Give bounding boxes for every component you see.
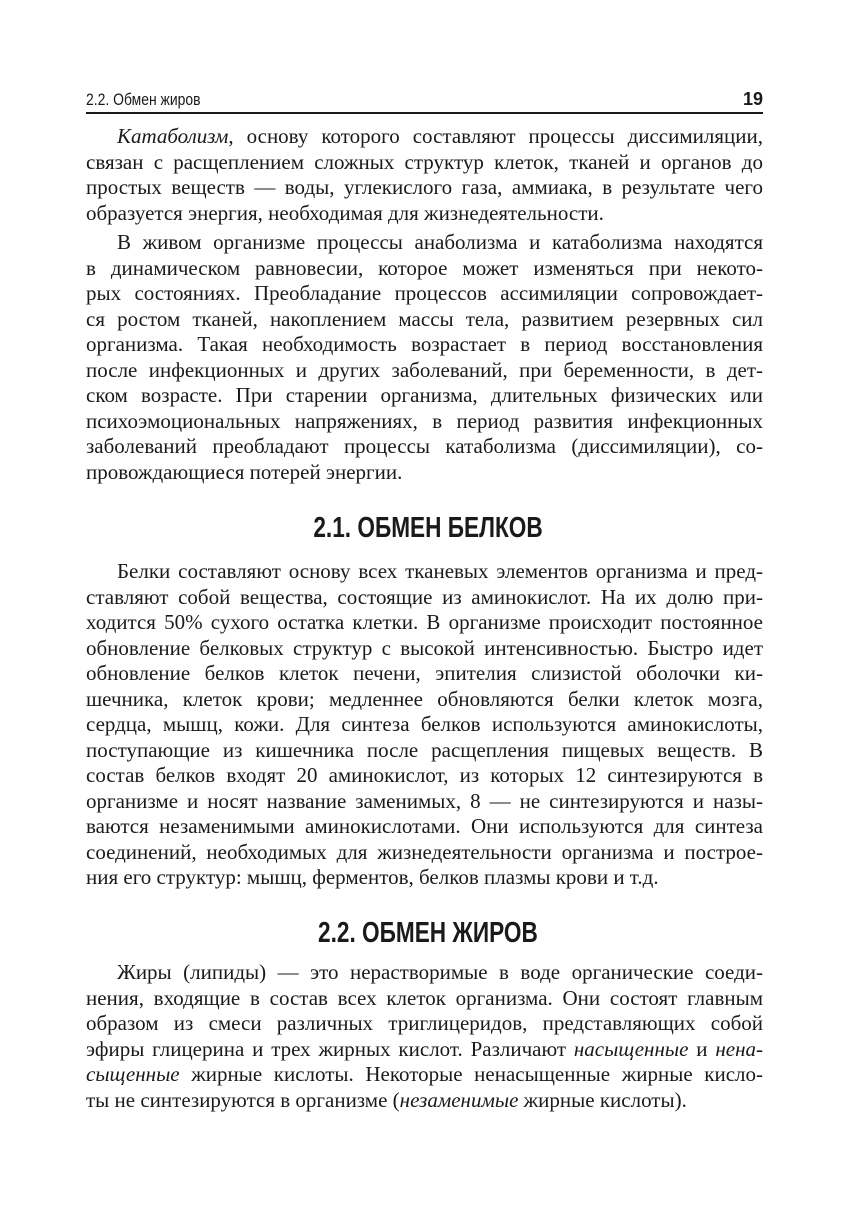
text-run: жирные кислоты. Некоторые ненасыщенные жирные кисло- <box>179 1062 763 1086</box>
text-run: рых состояниях. Преобладание процессов ассимиляции сопровождает- <box>86 281 763 305</box>
text-line <box>86 738 763 764</box>
text-run: ся ростом тканей, накоплением массы тела, развитием резервных сил <box>86 306 763 331</box>
text-run: и <box>688 1036 716 1061</box>
text-line <box>86 281 763 307</box>
text-line <box>86 814 763 840</box>
running-header-title: 2.2. Обмен жиров <box>86 90 201 109</box>
italic-term: насыщенные <box>573 1036 689 1061</box>
text-line <box>86 712 763 738</box>
text-line <box>86 230 763 256</box>
text-line <box>86 1062 763 1088</box>
text-run: ходится 50% сухого остатка клетки. В организме происходит постоянное <box>86 610 763 634</box>
text-line <box>86 840 763 866</box>
text-run: психоэмоциональных напряжениях, в период развития инфекционных <box>86 408 763 433</box>
text-run: ты не синтезируются в организме ( <box>86 1087 400 1112</box>
paragraph-catabolism <box>86 124 763 226</box>
text-line <box>86 175 763 201</box>
text-line <box>86 201 763 227</box>
text-run: , основу которого составляют процессы диссимиляции, <box>228 124 763 148</box>
text-line <box>86 124 763 150</box>
text-line <box>86 434 763 460</box>
text-run: обновление белковых структур с высокой интенсивностью. Быстро идет <box>86 635 763 660</box>
text-run: простых веществ — воды, углекислого газа, аммиака, в результате чего <box>86 175 763 199</box>
text-run: обновление белков клеток печени, эпителия слизистой оболочки ки- <box>86 661 763 685</box>
text-line <box>86 383 763 409</box>
text-run: после инфекционных и других заболеваний, при беременности, в дет- <box>86 357 763 382</box>
text-line <box>86 1011 763 1037</box>
text-line <box>86 865 763 891</box>
text-run: ния его структур: мышц, ферментов, белков плазмы крови и т.д. <box>86 865 659 889</box>
text-line <box>86 789 763 815</box>
text-run: эфиры глицерина и трех жирных кислот. Различают <box>86 1036 574 1061</box>
section-heading-proteins <box>0 512 856 545</box>
text-run: ставляют собой вещества, состоящие из аминокислот. На их долю при- <box>86 584 763 609</box>
text-line <box>86 763 763 789</box>
text-run: жирные кислоты). <box>518 1087 687 1112</box>
text-line <box>86 409 763 435</box>
text-line <box>86 585 763 611</box>
text-line <box>86 636 763 662</box>
text-line <box>86 986 763 1012</box>
text-run: Жиры (липиды) — это нерастворимые в воде органические соеди- <box>117 960 763 984</box>
text-line <box>86 1088 763 1114</box>
text-run: организме и носят название заменимых, 8 — не синтезируются и назы- <box>86 788 763 813</box>
text-run: образом из смеси различных триглицеридов, представляющих собой <box>86 1011 763 1035</box>
text-run: заболеваний преобладают процессы катаболизма (диссимиляции), со- <box>86 434 763 458</box>
text-run: образуется энергия, необходимая для жизнедеятельности. <box>86 200 604 225</box>
text-line <box>86 610 763 636</box>
heading-text: 2.1. ОБМЕН БЕЛКОВ <box>313 512 543 544</box>
heading-text: 2.2. ОБМЕН ЖИРОВ <box>318 917 538 949</box>
text-run: состав белков входят 20 аминокислот, из которых 12 синтезируются в <box>86 763 763 787</box>
italic-term: незаменимые <box>399 1087 519 1112</box>
text-run: нения, входящие в состав всех клеток организма. Они состоят главным <box>86 985 763 1010</box>
text-line <box>86 559 763 585</box>
text-line <box>86 256 763 282</box>
text-run: провождающиеся потерей энергии. <box>86 459 403 484</box>
text-line <box>86 687 763 713</box>
text-run: сердца, мышц, кожи. Для синтеза белков используются аминокислоты, <box>86 712 763 736</box>
section-heading-fats <box>0 917 856 950</box>
text-run: поступающие из кишечника после расщепления пищевых веществ. В <box>86 737 763 762</box>
text-run: связан с расщеплением сложных структур клеток, тканей и органов до <box>86 149 763 174</box>
text-run: в динамическом равновесии, которое может изменяться при некото- <box>86 255 763 280</box>
text-line <box>86 460 763 486</box>
paragraph-proteins <box>86 559 763 891</box>
text-run: ском возрасте. При старении организма, длительных физических или <box>86 383 763 407</box>
text-run: Белки составляют основу всех тканевых элементов организма и пред- <box>117 559 763 583</box>
running-header <box>86 88 763 114</box>
italic-term: сыщенные <box>86 1062 180 1086</box>
paragraph-metabolic-balance <box>86 230 763 485</box>
text-line <box>86 307 763 333</box>
text-run: организма. Такая необходимость возрастает в период восстановления <box>86 332 763 356</box>
text-line <box>86 150 763 176</box>
text-run: шечника, клеток крови; медленнее обновляются белки клеток мозга, <box>86 686 763 711</box>
italic-term: нена- <box>715 1036 763 1061</box>
text-line <box>86 358 763 384</box>
page-number: 19 <box>742 89 763 109</box>
italic-term: Катаболизм <box>117 124 229 148</box>
text-run: В живом организме процессы анаболизма и катаболизма находятся <box>117 230 763 254</box>
text-run: соединений, необходимых для жизнедеятельности организма и построе- <box>86 839 763 864</box>
text-line <box>86 661 763 687</box>
text-run: ваются незаменимыми аминокислотами. Они используются для синтеза <box>86 814 763 838</box>
text-line <box>86 1037 763 1063</box>
text-line <box>86 332 763 358</box>
text-line <box>86 960 763 986</box>
paragraph-fats <box>86 960 763 1113</box>
